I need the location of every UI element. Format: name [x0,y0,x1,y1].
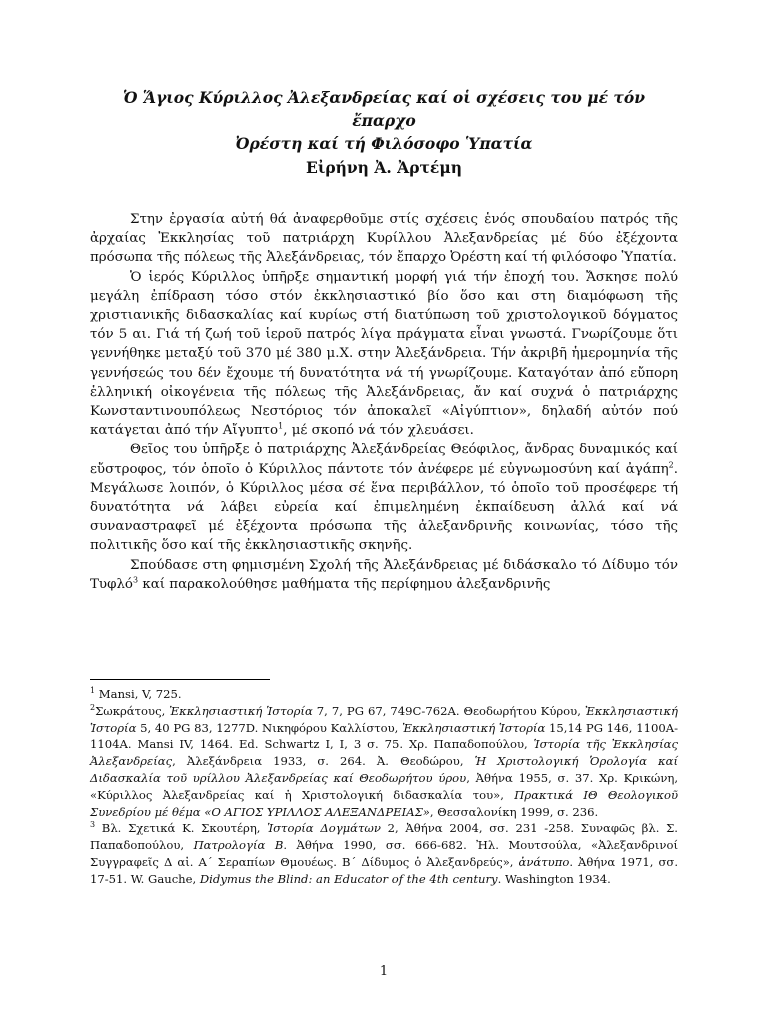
footnote-ref-3[interactable]: 3 [133,575,139,585]
footnote-ref-1[interactable]: 1 [278,421,284,431]
page-number: 1 [379,964,389,979]
paragraph-2: Ὁ ἱερός Κύριλλος ὑπῆρξε σημαντική μορφή γιά τήν ἐποχή του. Ἄσκησε πολύ μεγάλη ἐπίδραση τόσο στόν ἐκκλησιαστικό βίο ὅσο και στη διαμόφωση τῆς χριστιανικῆς διδασκαλίας καί κυρίως στή διατύπωση τοῦ χριστολογικοῦ δόγματος τόν 5 αι. Γιά τή ζωή τοῦ ἱεροῦ πατρός λίγα πράγματα εἶναι γνωστά. Γνωρίζουμε ὅτι γεννήθηκε μεταξύ τοῦ 370 μέ 380 μ.Χ. στην Ἀλεξάνδρεια. Τήν ἀκριβῆ ἡμερομηνία τῆς γεννήσεώς του δέν ἔχουμε τή δυνατότητα νά τή γνωρίζουμε. Καταγόταν ἀπό εὔπορη ἑλληνική οἰκογένεια τῆς πόλεως τῆς Ἀλεξάνδρειας, ἄν καί συχνά ὁ πατριάρχης Κωνσταντινουπόλεως Νεστόριος τόν ἀποκαλεῖ «Αἰγύπτιον», δηλαδή αὐτόν πού κατάγεται ἀπό τήν Αἴγυπτο$^1$, μέ σκοπό νά τόν χλευάσει. [90,269,678,439]
footnote-1: $^1$ Mansi, V, 725. [90,686,182,701]
body-text [90,210,678,594]
paragraph-1: Στην ἐργασία αὐτή θά ἀναφερθοῦμε στίς σχέσεις ἑνός σπουδαίου πατρός τῆς ἀρχαίας Ἐκκλησίας τοῦ πατριάρχη Κυρίλλου Ἀλεξανδρείας μέ δύο ἐξέχοντα πρόσωπα τῆς πόλεως τῆς Ἀλεξάνδρειας, τόν ἔπαρχο Ὀρέστη καί τή φιλόσοφο Ὑπατία. [90,212,678,266]
paragraph-4: Σπούδασε στη φημισμένη Σχολή τῆς Ἀλεξάνδρειας μέ διδάσκαλο τό Δίδυμο τόν Τυφλό$^3$ καί παρακολούθησε μαθήματα τῆς περίφημου ἀλεξανδρινῆς [90,557,678,592]
paragraph-3: Θεῖος του ὑπῆρξε ὁ πατριάρχης Ἀλεξάνδρείας Θεόφιλος, ἄνδρας δυναμικός καί εὔστροφος, τόν ὁποῖο ὁ Κύριλλος πάντοτε τόν ἀνέφερε μέ εὐγνωμοσύνη καί ἀγάπη$^2$. Μεγάλωσε λοιπόν, ὁ Κύριλλος μέσα σέ ἕνα περιβάλλον, τό ὁποῖο τοῦ προσέφερε τή δυνατότητα νά λάβει εὐρεία καί ἐπιμελημένη ἐκπαίδευση ἀλλά καί νά συναναστραφεῖ μέ ἐξέχοντα πρόσωπα τῆς ἀλεξανδρινῆς κοινωνίας, τόσο τῆς πολιτικῆς ὅσο καί τῆς ἐκκλησιαστικῆς σκηνῆς. [90,442,678,554]
title-line-1: Ὁ Ἅγιος Κύριλλος Ἀλεξανδρείας καί οἱ σχέσεις του μέ τόν ἔπαρχο [123,88,645,130]
author-name: Εἰρήνη Ἀ. Ἀρτέμη [306,158,462,177]
footnotes [90,686,678,888]
footnote-ref-2[interactable]: 2 [668,460,674,470]
footnote-3: $^3$ Βλ. Σχετικά Κ. Σκουτέρη, Ἱστορία Δογμάτων 2, Ἀθήνα 2004, σσ. 231 -258. Συναφῶς βλ. Σ. Παπαδοπούλου, Πατρολογία Β. Ἀθήνα 1990, σσ. 666-682. Ἠλ. Μουτσούλα, «Ἀλεξανδρινοί Συγγραφεῖς Δ αἰ. Α΄ Σεραπίων Θμουέως. Β΄ Δίδυμος ὁ Ἀλεξανδρεύς», ἀνάτυπο. Ἀθήνα 1971, σσ. 17-51. W. Gauche, Didymus the Blind: an Educator of the 4th century. Washington 1934. [90,820,679,886]
footnote-2: $^2$Σωκράτους, Ἐκκλησιαστική Ἱστορία 7, 7, PG 67, 749C-762A. Θεοδωρήτου Κύρου, Ἐκκλησιαστική Ἱστορία 5, 40 PG 83, 1277D. Νικηφόρου Καλλίστου, Ἐκκλησιαστική Ἱστορία 15,14 PG 146, 1100A- 1104A. Mansi IV, 1464. Ed. Schwartz I, I, 3 σ. 75. Χρ. Παπαδοπούλου, Ἱστορία τῆς Ἐκκλησίας Ἀλεξανδρείας, Ἀλεξάνδρεια 1933, σ. 264. Ἀ. Θεοδώρου, Ἡ Χριστολογική Ὁρολογία καί Διδασκαλία τοῦ υρίλλου Ἀλεξανδρείας καί Θεοδωρήτου ύρου, Ἀθήνα 1955, σ. 37. Χρ. Κρικώνη, «Κύριλλος Ἀλεξανδρείας καί ἡ Χριστολογική διδασκαλία του», Πρακτικά ΙΘ Θεολογικοῦ Συνεδρίου μέ θέμα «Ο ΑΓΙΟΣ ΥΡΙΛΛΟΣ ΑΛΕΞΑΝΔΡΕΙΑΣ», Θεσσαλονίκη 1999, σ. 236. [90,702,678,819]
title-line-2: Ὀρέστη καί τή Φιλόσοφο Ὑπατία [235,134,533,153]
article-title [90,86,678,155]
footnote-separator [90,679,270,680]
